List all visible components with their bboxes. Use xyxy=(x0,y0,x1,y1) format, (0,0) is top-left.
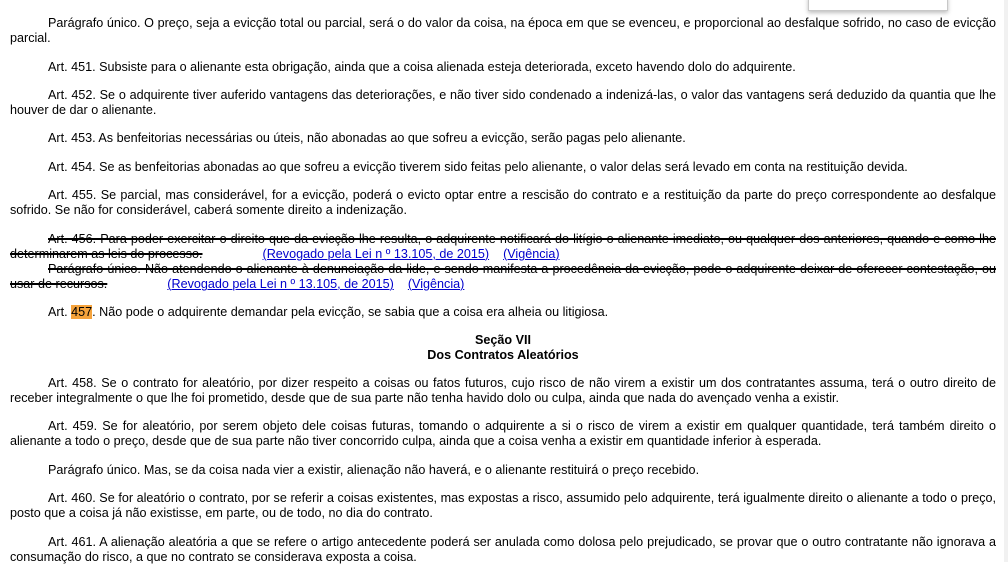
article-text: Art. 454. Se as benfeitorias abonadas ao que sofreu a evicção tiverem sido feitas pelo alienante, o valor delas será levado em conta na restituição devida. xyxy=(48,160,908,174)
article-text: Art. 459. Se for aleatório, por serem objeto dele coisas futuras, tomando o adquirente a si o risco de virem a existir em qualquer quantidade, terá também direito o alienante a todo o preço, desde que de sua parte não tiver concorrido culpa, ainda que a coisa venha a existir em quantidade inferior à esperada. xyxy=(10,419,996,448)
article-457 xyxy=(10,305,996,320)
article-458 xyxy=(10,376,996,406)
article-text: Art. 453. As benfeitorias necessárias ou úteis, não abonadas ao que sofreu a evicção, serão pagas pelo alienante. xyxy=(48,131,686,145)
section-number: Seção VII xyxy=(474,333,531,347)
article-452 xyxy=(10,88,996,118)
paragraph-459 xyxy=(10,463,996,478)
article-456-revoked xyxy=(10,232,996,262)
paragraph-text: Parágrafo único. O preço, seja a evicção total ou parcial, será o do valor da coisa, na época em que se evenceu, e proporcional ao desfalque sofrido, no caso de evicção parcial. xyxy=(10,16,996,45)
article-text: Art. 458. Se o contrato for aleatório, por dizer respeito a coisas ou fatos futuros, cujo risco de não virem a existir um dos contratantes assuma, terá o outro direito de receber integralmente o que lhe foi prometido, desde que de sua parte não tenha havido dolo ou culpa, ainda que nada do avençado venha a existir. xyxy=(10,376,996,405)
search-highlight: 457 xyxy=(71,305,93,319)
vigencia-link[interactable]: (Vigência) xyxy=(503,247,560,261)
article-text: Art. 452. Se o adquirente tiver auferido vantagens das deteriorações, e não tiver sido condenado a indenizá-las, o valor das vantagens será deduzido da quantia que lhe houver de dar o alienante. xyxy=(10,88,996,117)
article-text: Art. 455. Se parcial, mas considerável, for a evicção, poderá o evicto optar entre a rescisão do contrato e a restituição da parte do preço correspondente ao desfalque sofrido. Se não for considerável, caberá somente direito a indenização. xyxy=(10,188,996,217)
article-454 xyxy=(10,160,996,175)
article-460 xyxy=(10,491,996,521)
revoked-paragraph-text: Parágrafo único. Não atendendo o alienante à denunciação da lide, e sendo manifesta a procedência da evicção, pode o adquirente deixar de oferecer contestação, ou usar de recursos. xyxy=(10,262,996,291)
article-459 xyxy=(10,419,996,449)
article-453 xyxy=(10,131,996,146)
revogado-link[interactable]: (Revogado pela Lei n º 13.105, de 2015) xyxy=(167,277,394,291)
article-451 xyxy=(10,60,996,75)
article-455 xyxy=(10,188,996,218)
article-461 xyxy=(10,535,996,565)
article-text: Art. 451. Subsiste para o alienante esta obrigação, ainda que a coisa alienada esteja deteriorada, exceto havendo dolo do adquirente. xyxy=(48,60,796,74)
scrollbar[interactable] xyxy=(1004,0,1008,562)
article-prefix: Art. xyxy=(48,305,72,319)
paragraph-unico-preco xyxy=(10,16,996,46)
paragraph-456-revoked xyxy=(10,262,996,292)
paragraph-text: Parágrafo único. Mas, se da coisa nada vier a existir, alienação não haverá, e o alienante restituirá o preço recebido. xyxy=(48,463,700,477)
find-bar-popup xyxy=(808,0,948,11)
article-text: Art. 461. A alienação aleatória a que se refere o artigo antecedente poderá ser anulada como dolosa pelo prejudicado, se provar que o outro contratante não ignorava a consumação do risco, a que no contrato se considerava exposta a coisa. xyxy=(10,535,996,564)
article-text: Art. 460. Se for aleatório o contrato, por se referir a coisas existentes, mas expostas a risco, assumido pelo adquirente, terá igualmente direito o alienante a todo o preço, posto que a coisa já não existisse, em parte, ou de todo, no dia do contrato. xyxy=(10,491,996,520)
revogado-link[interactable]: (Revogado pela Lei n º 13.105, de 2015) xyxy=(262,247,490,261)
section-heading xyxy=(10,333,996,363)
article-text: . Não pode o adquirente demandar pela evicção, se sabia que a coisa era alheia ou litigiosa. xyxy=(92,305,609,319)
section-title: Dos Contratos Aleatórios xyxy=(427,348,579,362)
revoked-article-text: Art. 456. Para poder exercitar o direito que da evicção lhe resulta, o adquirente notificará do litígio o alienante imediato, ou qualquer dos anteriores, quando e como lhe determinarem as leis do processo. xyxy=(10,232,996,261)
vigencia-link[interactable]: (Vigência) xyxy=(407,277,465,291)
